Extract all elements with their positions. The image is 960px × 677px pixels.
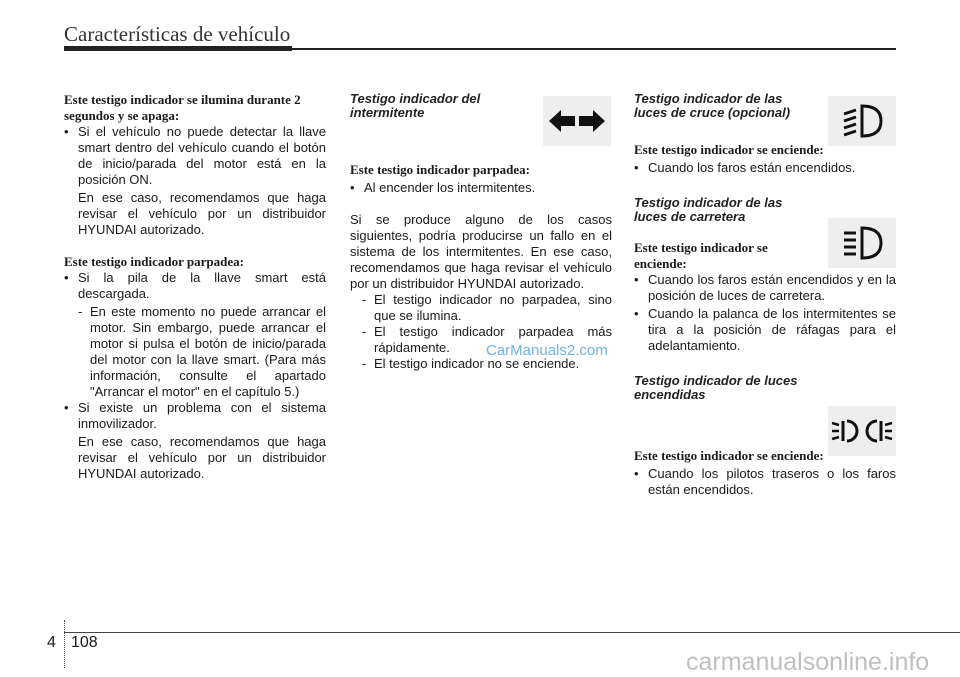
section-title-low-beam: Testigo indicador de las luces de cruce (opcional) — [634, 91, 791, 120]
bullet-item: • Cuando la palanca de los intermitentes se tira a la posición de ráfagas para el adelantamiento. — [634, 306, 896, 354]
section-title-turn-signal: Testigo indicador del intermitente — [350, 91, 481, 120]
low-beam-headlight-icon — [828, 96, 896, 146]
bullet-continuation: En ese caso, recomendamos que haga revisar el vehículo por un distribuidor HYUNDAI autorizado. — [78, 190, 326, 237]
dash-item: - El testigo indicador no parpadea, sino que se ilumina. — [350, 292, 612, 324]
dash-item: - El testigo indicador parpadea más rápidamente. — [350, 324, 612, 356]
footer-brand-watermark: carmanualsonline.info — [686, 648, 930, 676]
bullet-item: • Si existe un problema con el sistema inmovilizador. — [64, 400, 326, 432]
section-heading: Este testigo indicador se enciende: — [634, 240, 768, 271]
section-heading: Este testigo indicador se enciende: — [634, 142, 824, 157]
paragraph: Si se produce alguno de los casos siguientes, podría producirse un fallo en el sistema de los intermitentes. En ese caso, recomendamos que haga revisar el vehículo por un distribuidor HYUNDAI autorizado. — [350, 212, 612, 291]
bullet-continuation: En ese caso, recomendamos que haga revisar el vehículo por un distribuidor HYUNDAI autorizado. — [78, 434, 326, 481]
page-header-title: Características de vehículo — [64, 22, 291, 46]
page-number: 108 — [71, 634, 98, 651]
bullet-item: • Cuando los pilotos traseros o los faros están encendidos. — [634, 466, 896, 498]
footer-divider — [64, 620, 65, 668]
position-lights-icon — [828, 406, 896, 456]
dash-item: - El testigo indicador no se enciende. — [350, 356, 612, 372]
turn-signal-arrows-icon — [543, 96, 611, 146]
bullet-item: • Al encender los intermitentes. — [350, 180, 612, 196]
chapter-number: 4 — [47, 634, 56, 651]
column-smart-key — [64, 92, 326, 482]
bullet-item: • Si la pila de la llave smart está descargada. — [64, 270, 326, 302]
section-title-position-lights: Testigo indicador de luces encendidas — [634, 373, 798, 402]
high-beam-headlight-icon — [828, 218, 896, 268]
section-heading: Este testigo indicador parpadea: — [350, 162, 530, 177]
footer-rule — [64, 632, 960, 633]
section-heading: Este testigo indicador se ilumina durante 2 segundos y se apaga: — [64, 92, 301, 123]
bullet-item: • Cuando los faros están encendidos y en la posición de luces de carretera. — [634, 272, 896, 304]
watermark: CarManuals2.com — [486, 342, 608, 359]
section-heading: Este testigo indicador se enciende: — [634, 448, 824, 463]
header-rule-thin — [292, 48, 896, 50]
dash-item: - En este momento no puede arrancar el motor. Sin embargo, puede arrancar el motor si pulsa el botón de inicio/parada del motor con la llave smart. (Para más información, consulte el apartado "Arrancar el motor" en el capítulo 5.) — [64, 304, 326, 400]
section-title-high-beam: Testigo indicador de las luces de carretera — [634, 195, 783, 224]
bullet-item: • Si el vehículo no puede detectar la llave smart dentro del vehículo cuando el botón de inicio/parada del motor está en la posición ON. — [64, 124, 326, 188]
section-heading: Este testigo indicador parpadea: — [64, 254, 244, 269]
header-rule-thick — [64, 46, 292, 51]
bullet-item: • Cuando los faros están encendidos. — [634, 160, 896, 176]
